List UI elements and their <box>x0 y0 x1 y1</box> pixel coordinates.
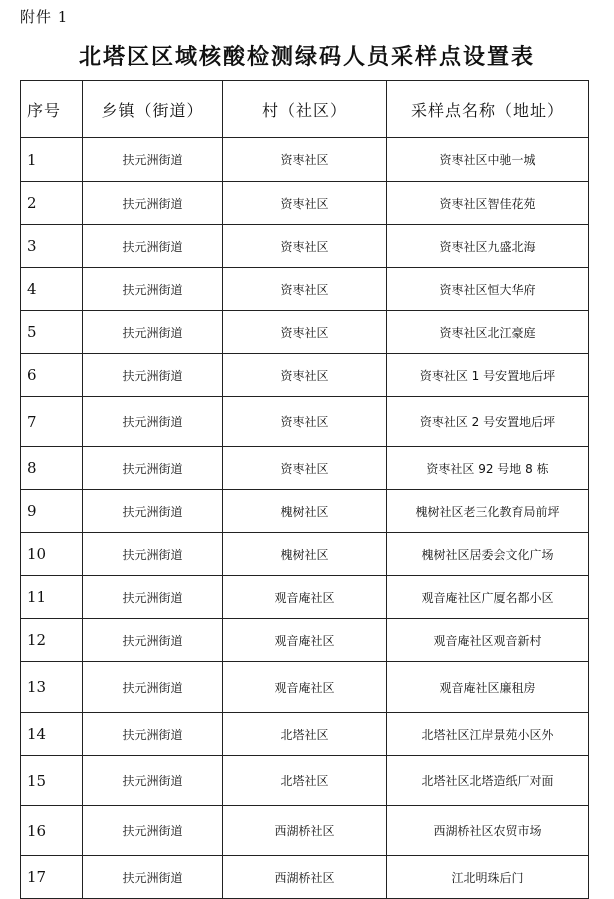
table-row <box>21 268 589 311</box>
cell-site-name: 北塔社区江岸景苑小区外 <box>387 713 589 756</box>
cell-index: 1 <box>21 138 83 182</box>
cell-township: 扶元洲街道 <box>83 662 223 713</box>
cell-site-name: 资枣社区 1 号安置地后坪 <box>387 354 589 397</box>
table-row <box>21 576 589 619</box>
cell-community: 北塔社区 <box>223 756 387 806</box>
cell-community: 槐树社区 <box>223 533 387 576</box>
cell-community: 资枣社区 <box>223 138 387 182</box>
table-row <box>21 397 589 447</box>
cell-township: 扶元洲街道 <box>83 713 223 756</box>
cell-township: 扶元洲街道 <box>83 447 223 490</box>
table-row <box>21 447 589 490</box>
cell-community: 北塔社区 <box>223 713 387 756</box>
cell-township: 扶元洲街道 <box>83 856 223 899</box>
cell-index: 15 <box>21 756 83 806</box>
cell-township: 扶元洲街道 <box>83 490 223 533</box>
cell-township: 扶元洲街道 <box>83 619 223 662</box>
table-row <box>21 856 589 899</box>
cell-community: 资枣社区 <box>223 397 387 447</box>
cell-community: 观音庵社区 <box>223 662 387 713</box>
table-header-row <box>21 81 589 138</box>
table-row <box>21 713 589 756</box>
cell-township: 扶元洲街道 <box>83 225 223 268</box>
cell-site-name: 观音庵社区观音新村 <box>387 619 589 662</box>
cell-index: 5 <box>21 311 83 354</box>
cell-site-name: 西湖桥社区农贸市场 <box>387 806 589 856</box>
header-township: 乡镇（街道） <box>83 81 223 138</box>
cell-township: 扶元洲街道 <box>83 576 223 619</box>
cell-site-name: 槐树社区居委会文化广场 <box>387 533 589 576</box>
table-row <box>21 806 589 856</box>
cell-index: 3 <box>21 225 83 268</box>
table-row <box>21 619 589 662</box>
cell-township: 扶元洲街道 <box>83 533 223 576</box>
cell-site-name: 资枣社区九盛北海 <box>387 225 589 268</box>
cell-site-name: 北塔社区北塔造纸厂对面 <box>387 756 589 806</box>
cell-community: 资枣社区 <box>223 268 387 311</box>
cell-site-name: 资枣社区 92 号地 8 栋 <box>387 447 589 490</box>
cell-township: 扶元洲街道 <box>83 756 223 806</box>
cell-index: 9 <box>21 490 83 533</box>
cell-site-name: 资枣社区恒大华府 <box>387 268 589 311</box>
cell-community: 槐树社区 <box>223 490 387 533</box>
attachment-label: 附件 1 <box>20 8 69 26</box>
cell-index: 17 <box>21 856 83 899</box>
header-community: 村（社区） <box>223 81 387 138</box>
cell-site-name: 江北明珠后门 <box>387 856 589 899</box>
cell-township: 扶元洲街道 <box>83 138 223 182</box>
cell-site-name: 观音庵社区廉租房 <box>387 662 589 713</box>
cell-community: 资枣社区 <box>223 447 387 490</box>
table-row <box>21 182 589 225</box>
table-row <box>21 225 589 268</box>
cell-index: 12 <box>21 619 83 662</box>
header-site-name: 采样点名称（地址） <box>387 81 589 138</box>
page-title: 北塔区区域核酸检测绿码人员采样点设置表 <box>78 44 535 70</box>
cell-index: 7 <box>21 397 83 447</box>
table-row <box>21 533 589 576</box>
table-row <box>21 138 589 182</box>
cell-township: 扶元洲街道 <box>83 311 223 354</box>
cell-community: 资枣社区 <box>223 311 387 354</box>
cell-township: 扶元洲街道 <box>83 354 223 397</box>
cell-site-name: 资枣社区中驰一城 <box>387 138 589 182</box>
cell-community: 观音庵社区 <box>223 576 387 619</box>
cell-site-name: 资枣社区智佳花苑 <box>387 182 589 225</box>
cell-community: 资枣社区 <box>223 225 387 268</box>
cell-index: 16 <box>21 806 83 856</box>
cell-site-name: 资枣社区北江豪庭 <box>387 311 589 354</box>
cell-township: 扶元洲街道 <box>83 397 223 447</box>
table-row <box>21 354 589 397</box>
cell-community: 资枣社区 <box>223 354 387 397</box>
cell-community: 西湖桥社区 <box>223 856 387 899</box>
cell-site-name: 槐树社区老三化教育局前坪 <box>387 490 589 533</box>
cell-index: 10 <box>21 533 83 576</box>
cell-index: 4 <box>21 268 83 311</box>
table-row <box>21 756 589 806</box>
cell-index: 13 <box>21 662 83 713</box>
cell-site-name: 观音庵社区广厦名都小区 <box>387 576 589 619</box>
cell-site-name: 资枣社区 2 号安置地后坪 <box>387 397 589 447</box>
cell-community: 西湖桥社区 <box>223 806 387 856</box>
cell-index: 8 <box>21 447 83 490</box>
table-row <box>21 311 589 354</box>
cell-township: 扶元洲街道 <box>83 806 223 856</box>
cell-township: 扶元洲街道 <box>83 182 223 225</box>
table-row <box>21 490 589 533</box>
cell-index: 6 <box>21 354 83 397</box>
cell-community: 观音庵社区 <box>223 619 387 662</box>
header-index: 序号 <box>21 81 83 138</box>
cell-index: 14 <box>21 713 83 756</box>
cell-index: 2 <box>21 182 83 225</box>
cell-index: 11 <box>21 576 83 619</box>
sampling-sites-table <box>20 80 589 899</box>
table-row <box>21 662 589 713</box>
cell-community: 资枣社区 <box>223 182 387 225</box>
cell-township: 扶元洲街道 <box>83 268 223 311</box>
